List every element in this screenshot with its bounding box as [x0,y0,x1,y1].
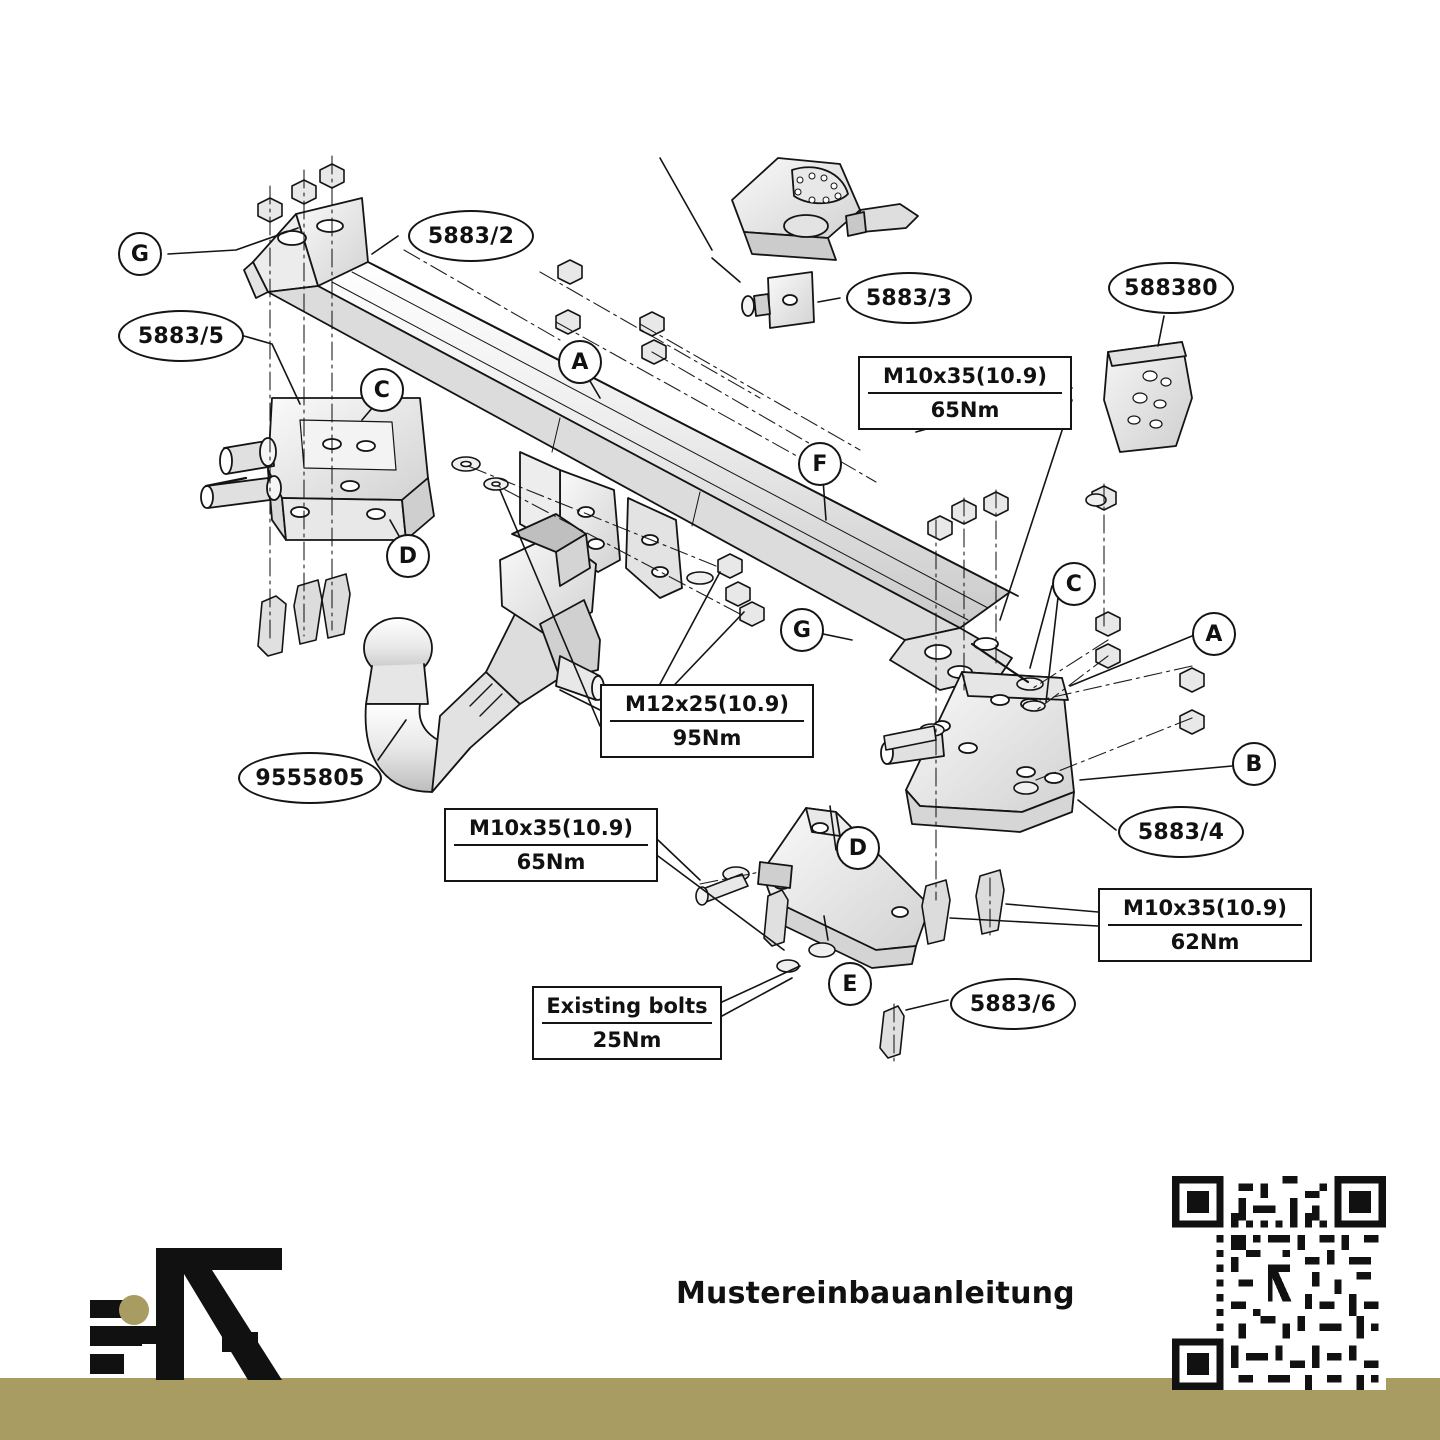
left-side-bracket [201,398,434,540]
torque-value-label: 62Nm [1170,930,1240,955]
protection-pad [1104,342,1192,452]
part-callout-label: 5883/5 [137,323,225,349]
letter-callout-g-top-left[interactable] [118,232,162,276]
torque-spec-m12x25-95nm[interactable] [600,684,814,758]
qr-code[interactable] [1172,1176,1386,1390]
torque-bolt-label: M10x35(10.9) [454,814,648,846]
torque-bolt-label: M12x25(10.9) [610,690,804,722]
torque-spec-m10x35-62nm[interactable] [1098,888,1312,962]
letter-callout-label: B [1245,751,1263,777]
letter-callout-label: G [130,241,150,267]
letter-callout-b-right[interactable] [1232,742,1276,786]
letter-callout-label: G [792,617,812,643]
letter-callout-c-right[interactable] [1052,562,1096,606]
part-callout-5883-2[interactable] [408,210,534,262]
letter-callout-label: A [571,349,589,375]
torque-value-label: 95Nm [672,726,742,751]
letter-callout-label: F [812,451,828,477]
letter-callout-label: E [842,971,858,997]
letter-callout-f-beam[interactable] [798,442,842,486]
letter-callout-d-left[interactable] [386,534,430,578]
letter-callout-label: A [1205,621,1223,647]
right-side-bracket [881,672,1074,832]
torque-value-label: 65Nm [516,850,586,875]
letter-callout-a-right[interactable] [1192,612,1236,656]
part-callout-5883-3[interactable] [846,272,972,324]
torque-spec-existing-bolts-25nm[interactable] [532,986,722,1060]
letter-callout-label: D [848,835,868,861]
letter-callout-d-lower[interactable] [836,826,880,870]
part-callout-label: 5883/3 [865,285,953,311]
torque-spec-m10x35-65nm-upper[interactable] [858,356,1072,430]
letter-callout-a-beam[interactable] [558,340,602,384]
letter-callout-label: C [1065,571,1083,597]
torque-bolt-label: Existing bolts [542,992,712,1024]
letter-callout-e-lower[interactable] [828,962,872,1006]
part-callout-5883-4[interactable] [1118,806,1244,858]
torque-value-label: 65Nm [930,398,1000,423]
part-callout-label: 588380 [1124,275,1218,301]
torque-bolt-label: M10x35(10.9) [868,362,1062,394]
part-callout-label: 9555805 [255,765,365,791]
torque-bolt-label: M10x35(10.9) [1108,894,1302,926]
part-callout-5883-5[interactable] [118,310,244,362]
part-callout-588380[interactable] [1108,262,1234,314]
letter-callout-g-beam-right[interactable] [780,608,824,652]
footer-caption: Mustereinbauanleitung [676,1276,1075,1311]
torque-value-label: 25Nm [592,1028,662,1053]
part-callout-label: 5883/6 [969,991,1057,1017]
part-callout-label: 5883/2 [427,223,515,249]
part-callout-5883-6[interactable] [950,978,1076,1030]
letter-callout-label: D [398,543,418,569]
part-callout-label: 5883/4 [1137,819,1225,845]
letter-callout-label: C [373,377,391,403]
torque-spec-m10x35-65nm-lower[interactable] [444,808,658,882]
kfzteile-logo [72,1240,292,1400]
letter-callout-c-left[interactable] [360,368,404,412]
part-callout-9555805[interactable] [238,752,382,804]
